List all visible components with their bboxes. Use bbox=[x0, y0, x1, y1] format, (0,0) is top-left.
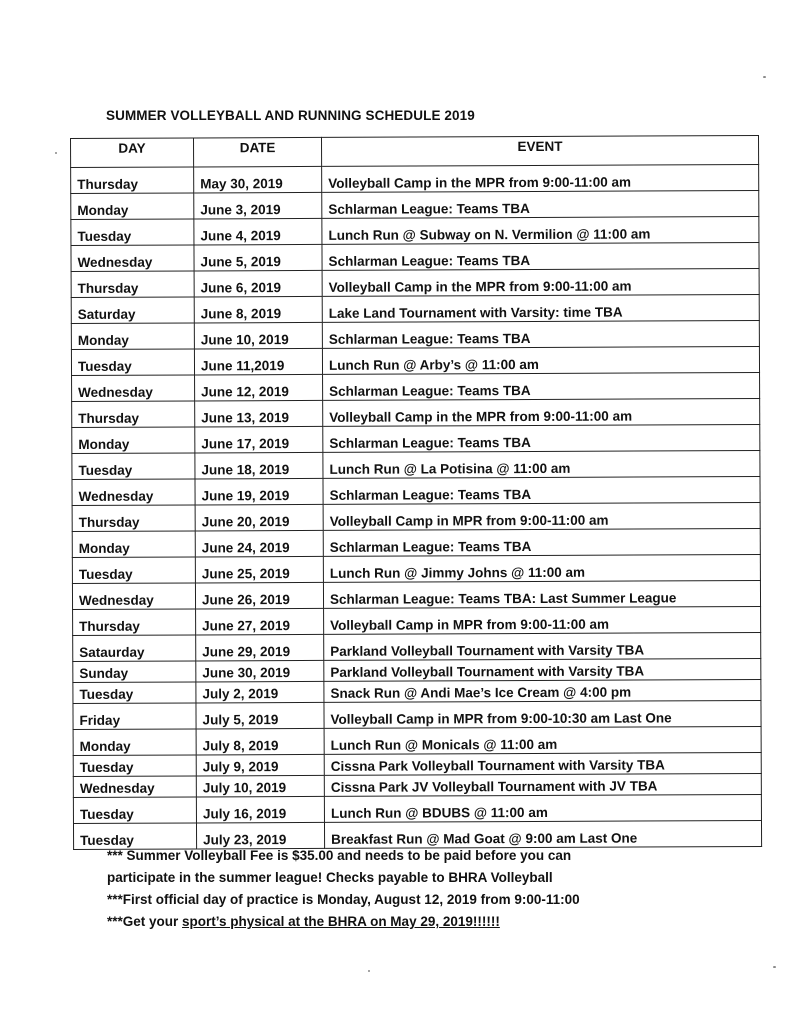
day-cell: Sataurday bbox=[73, 635, 196, 662]
table-row bbox=[72, 554, 760, 583]
date-cell: July 10, 2019 bbox=[196, 775, 324, 797]
table-row bbox=[73, 726, 761, 755]
table-row bbox=[72, 528, 760, 557]
date-cell: June 17, 2019 bbox=[195, 426, 323, 453]
date-cell: June 11,2019 bbox=[194, 348, 322, 375]
fee-note: *** Summer Volleyball Fee is $35.00 and needs to be paid before you can bbox=[107, 848, 572, 863]
table-row bbox=[72, 476, 760, 505]
date-cell: July 8, 2019 bbox=[196, 728, 324, 755]
event-cell: Lake Land Tournament with Varsity: time TBA bbox=[322, 294, 759, 322]
event-cell: Cissna Park JV Volleyball Tournament with JV TBA bbox=[324, 773, 761, 796]
table-row bbox=[73, 752, 761, 776]
day-cell: Tuesday bbox=[73, 682, 196, 704]
date-cell: June 13, 2019 bbox=[195, 400, 323, 427]
day-cell: Tuesday bbox=[72, 453, 195, 480]
day-cell: Wednesday bbox=[72, 479, 195, 506]
event-cell: Schlarman League: Teams TBA bbox=[323, 476, 760, 504]
day-cell: Monday bbox=[72, 531, 195, 558]
day-cell: Monday bbox=[71, 193, 194, 220]
scan-speck bbox=[368, 970, 370, 972]
date-cell: June 20, 2019 bbox=[195, 504, 323, 531]
event-cell: Lunch Run @ Subway on N. Vermilion @ 11:00 am bbox=[322, 216, 759, 244]
date-cell: May 30, 2019 bbox=[194, 166, 322, 193]
day-cell: Tuesday bbox=[73, 823, 196, 850]
table-row bbox=[72, 450, 760, 479]
date-cell: June 30, 2019 bbox=[196, 660, 324, 682]
day-cell: Monday bbox=[72, 427, 195, 454]
table-row bbox=[71, 268, 759, 297]
date-cell: June 8, 2019 bbox=[194, 296, 322, 323]
notes-block bbox=[107, 845, 580, 933]
scan-speck bbox=[55, 152, 57, 154]
day-cell: Tuesday bbox=[71, 219, 194, 246]
table-row bbox=[73, 773, 761, 797]
scan-speck bbox=[763, 76, 766, 78]
event-cell: Parkland Volleyball Tournament with Varsity TBA bbox=[324, 658, 761, 681]
table-row bbox=[72, 580, 760, 609]
column-header-event: EVENT bbox=[321, 135, 758, 166]
date-cell: June 12, 2019 bbox=[195, 374, 323, 401]
event-cell: Schlarman League: Teams TBA bbox=[323, 372, 760, 400]
scan-speck bbox=[773, 966, 776, 968]
day-cell: Tuesday bbox=[73, 797, 196, 824]
date-cell: July 5, 2019 bbox=[196, 702, 324, 729]
event-cell: Breakfast Run @ Mad Goat @ 9:00 am Last One bbox=[324, 820, 761, 848]
date-cell: June 24, 2019 bbox=[195, 530, 323, 557]
date-cell: June 10, 2019 bbox=[194, 322, 322, 349]
date-cell: July 9, 2019 bbox=[196, 754, 324, 776]
day-cell: Thursday bbox=[73, 609, 196, 636]
table-row bbox=[73, 679, 761, 703]
practice-note: ***First official day of practice is Monday, August 12, 2019 from 9:00-11:00 bbox=[107, 892, 580, 907]
event-cell: Volleyball Camp in the MPR from 9:00-11:00 am bbox=[322, 164, 759, 192]
table-row bbox=[73, 794, 761, 823]
column-header-day: DAY bbox=[71, 138, 194, 168]
page-title: SUMMER VOLLEYBALL AND RUNNING SCHEDULE 2019 bbox=[106, 108, 475, 123]
physical-note bbox=[107, 911, 580, 933]
table-row bbox=[73, 700, 761, 729]
physical-note-prefix: ***Get your bbox=[107, 914, 183, 929]
event-cell: Volleyball Camp in MPR from 9:00-11:00 am bbox=[323, 502, 760, 530]
table-row bbox=[71, 216, 759, 245]
physical-note-underlined: sport’s physical at the BHRA on May 29, 2019!!!!!! bbox=[182, 914, 500, 929]
date-cell: June 27, 2019 bbox=[196, 608, 324, 635]
day-cell: Monday bbox=[71, 323, 194, 350]
table-row bbox=[71, 242, 759, 271]
date-cell: July 2, 2019 bbox=[196, 681, 324, 703]
event-cell: Cissna Park Volleyball Tournament with Varsity TBA bbox=[324, 752, 761, 775]
event-cell: Schlarman League: Teams TBA: Last Summer League bbox=[323, 580, 760, 608]
day-cell: Sunday bbox=[73, 661, 196, 683]
table-row bbox=[71, 294, 759, 323]
table-row bbox=[73, 632, 761, 661]
table-row bbox=[71, 346, 759, 375]
date-cell: July 23, 2019 bbox=[196, 822, 324, 849]
date-cell: June 6, 2019 bbox=[194, 270, 322, 297]
date-cell: June 4, 2019 bbox=[194, 218, 322, 245]
day-cell: Wednesday bbox=[73, 776, 196, 798]
event-cell: Schlarman League: Teams TBA bbox=[322, 190, 759, 218]
event-cell: Volleyball Camp in the MPR from 9:00-11:00 am bbox=[323, 398, 760, 426]
fee-note-continued: participate in the summer league! Checks payable to BHRA Volleyball bbox=[107, 870, 553, 885]
day-cell: Wednesday bbox=[72, 583, 195, 610]
event-cell: Schlarman League: Teams TBA bbox=[322, 242, 759, 270]
table-header-row bbox=[71, 135, 759, 167]
table-row bbox=[72, 424, 760, 453]
event-cell: Volleyball Camp in MPR from 9:00-10:30 am Last One bbox=[324, 700, 761, 728]
event-cell: Schlarman League: Teams TBA bbox=[322, 320, 759, 348]
day-cell: Thursday bbox=[71, 271, 194, 298]
date-cell: June 5, 2019 bbox=[194, 244, 322, 271]
day-cell: Thursday bbox=[72, 401, 195, 428]
event-cell: Parkland Volleyball Tournament with Varsity TBA bbox=[324, 632, 761, 660]
event-cell: Volleyball Camp in MPR from 9:00-11:00 am bbox=[324, 606, 761, 634]
date-cell: July 16, 2019 bbox=[196, 796, 324, 823]
date-cell: June 3, 2019 bbox=[194, 192, 322, 219]
event-cell: Schlarman League: Teams TBA bbox=[323, 528, 760, 556]
day-cell: Tuesday bbox=[73, 755, 196, 777]
event-cell: Lunch Run @ Jimmy Johns @ 11:00 am bbox=[323, 554, 760, 582]
table-row bbox=[71, 164, 759, 193]
table-row bbox=[71, 190, 759, 219]
table-row bbox=[73, 658, 761, 682]
event-cell: Lunch Run @ La Potisina @ 11:00 am bbox=[323, 450, 760, 478]
date-cell: June 29, 2019 bbox=[196, 634, 324, 661]
day-cell: Monday bbox=[73, 729, 196, 756]
table-row bbox=[72, 398, 760, 427]
day-cell: Tuesday bbox=[71, 349, 194, 376]
table-row bbox=[71, 320, 759, 349]
day-cell: Tuesday bbox=[72, 557, 195, 584]
event-cell: Lunch Run @ BDUBS @ 11:00 am bbox=[324, 794, 761, 822]
day-cell: Friday bbox=[73, 703, 196, 730]
event-cell: Volleyball Camp in the MPR from 9:00-11:00 am bbox=[322, 268, 759, 296]
day-cell: Saturday bbox=[71, 297, 194, 324]
event-cell: Lunch Run @ Arby’s @ 11:00 am bbox=[322, 346, 759, 374]
day-cell: Thursday bbox=[72, 505, 195, 532]
table-row bbox=[72, 372, 760, 401]
event-cell: Lunch Run @ Monicals @ 11:00 am bbox=[324, 726, 761, 754]
day-cell: Wednesday bbox=[71, 245, 194, 272]
event-cell: Schlarman League: Teams TBA bbox=[323, 424, 760, 452]
table-row bbox=[73, 606, 761, 635]
date-cell: June 19, 2019 bbox=[195, 478, 323, 505]
date-cell: June 18, 2019 bbox=[195, 452, 323, 479]
table-row bbox=[72, 502, 760, 531]
date-cell: June 26, 2019 bbox=[195, 582, 323, 609]
day-cell: Wednesday bbox=[72, 375, 195, 402]
event-cell: Snack Run @ Andi Mae’s Ice Cream @ 4:00 pm bbox=[324, 679, 761, 702]
date-cell: June 25, 2019 bbox=[195, 556, 323, 583]
column-header-date: DATE bbox=[194, 137, 322, 167]
schedule-table bbox=[70, 135, 762, 850]
day-cell: Thursday bbox=[71, 167, 194, 194]
